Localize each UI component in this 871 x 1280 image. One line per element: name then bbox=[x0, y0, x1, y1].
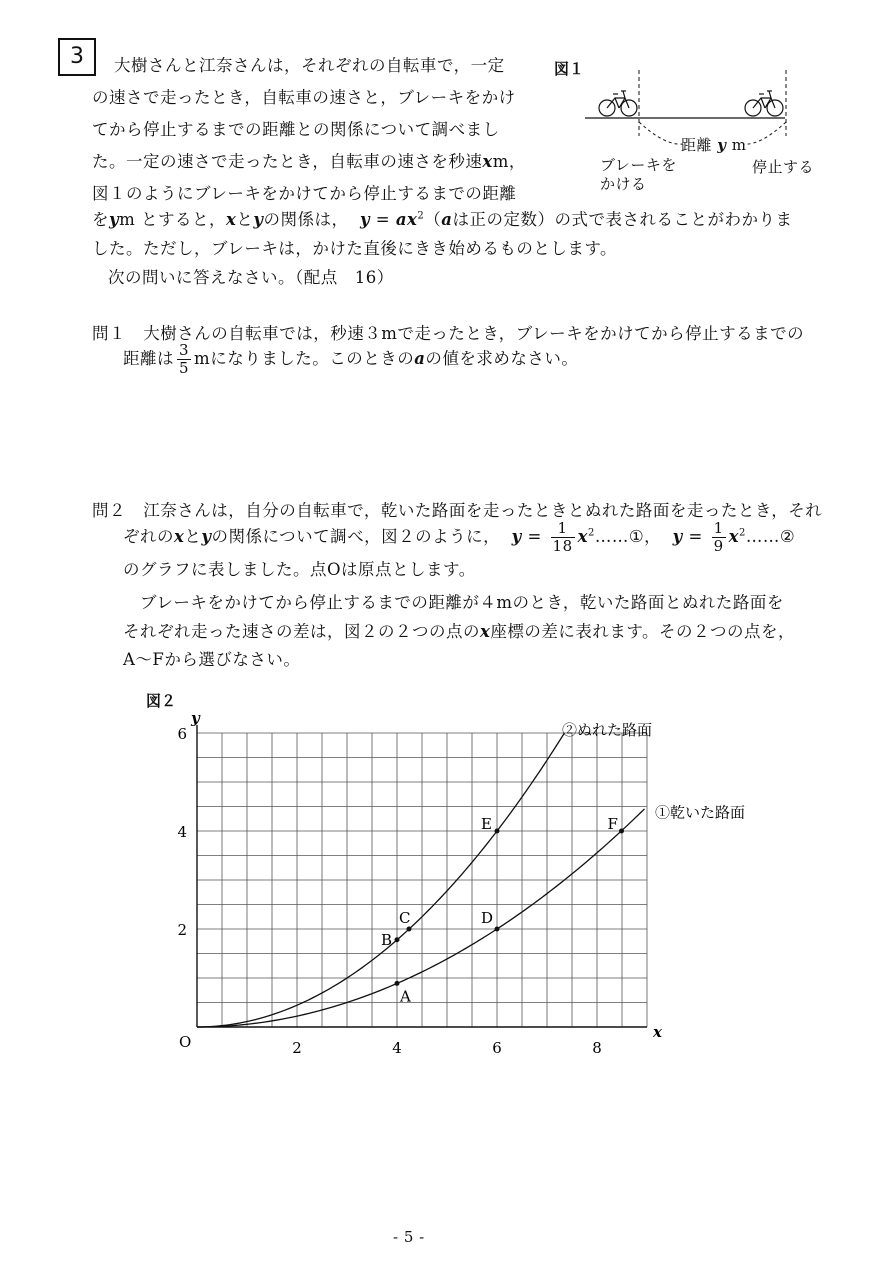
q2-line-5 bbox=[123, 618, 795, 642]
t: の関係は， bbox=[263, 210, 349, 229]
var-a: a bbox=[414, 349, 426, 368]
var-y: y bbox=[109, 210, 120, 229]
q2-line-2 bbox=[123, 520, 795, 555]
curve-dry-label: ①乾いた路面 bbox=[655, 803, 746, 822]
t: の値を求めなさい。 bbox=[425, 349, 579, 368]
eq2-y: y bbox=[672, 527, 683, 546]
formula-exponent: 2 bbox=[417, 210, 425, 222]
var-x: x bbox=[480, 622, 491, 641]
t: は正の定数）の式で表されることがわかりま bbox=[452, 210, 793, 229]
eq1-y: y bbox=[511, 527, 522, 546]
q2-line-4: ブレーキをかけてから停止するまでの距離が４mのとき，乾いた路面とぬれた路面を bbox=[140, 593, 784, 612]
point-E bbox=[495, 829, 500, 834]
formula-ax: ax bbox=[395, 210, 418, 229]
t: を bbox=[92, 210, 109, 229]
intro-line-4-text: た。一定の速さで走ったとき，自転車の速さを秒速 bbox=[92, 152, 483, 171]
x-tick-label: 8 bbox=[592, 1039, 602, 1057]
var-y: y bbox=[253, 210, 264, 229]
t: ぞれの bbox=[123, 527, 174, 546]
eq1-x: x bbox=[577, 527, 588, 546]
t: （ bbox=[424, 210, 442, 229]
y-tick-label: 6 bbox=[177, 725, 187, 743]
question-number: 3 bbox=[70, 44, 84, 69]
bicycle-icon bbox=[745, 91, 783, 116]
point-C bbox=[407, 927, 412, 932]
curve-wet-label: ②ぬれた路面 bbox=[562, 721, 653, 739]
chart-labels bbox=[177, 709, 745, 1057]
t: mになりました。このときの bbox=[194, 349, 415, 368]
q2-label: 問２ bbox=[92, 501, 126, 520]
figure2-title: 図２ bbox=[146, 692, 177, 710]
var-x: x bbox=[174, 527, 185, 546]
eq2-fraction bbox=[712, 520, 726, 555]
t: それぞれ走った速さの差は，図２の２つの点の bbox=[123, 622, 480, 641]
y-tick-label: 4 bbox=[177, 823, 187, 841]
t: m bbox=[731, 136, 747, 154]
frac-numerator: 3 bbox=[179, 341, 190, 359]
point-label-E: E bbox=[481, 815, 492, 833]
x-axis-label: x bbox=[653, 1023, 662, 1041]
chart-grid bbox=[197, 733, 647, 1027]
intro-line-3: てから停止するまでの距離との関係について調べまし bbox=[92, 120, 500, 139]
eq2-exponent: 2 bbox=[738, 527, 746, 539]
point-label-B: B bbox=[381, 930, 393, 949]
t: と bbox=[236, 210, 254, 229]
var-a: a bbox=[441, 210, 453, 229]
eq1-tail: ……①， bbox=[594, 527, 662, 546]
q2-line-3: のグラフに表しました。点Oは原点とします。 bbox=[123, 560, 476, 579]
x-tick-label: 2 bbox=[292, 1039, 302, 1057]
var-y: y bbox=[201, 527, 212, 546]
intro-line-7: した。ただし，ブレーキは，かけた直後にきき始めるものとします。 bbox=[92, 239, 618, 258]
t: m とすると， bbox=[119, 210, 226, 229]
eq1-fraction bbox=[551, 520, 575, 555]
formula-eq: = bbox=[370, 210, 396, 229]
page-number: - 5 - bbox=[393, 1228, 425, 1246]
intro-line-8: 次の問いに答えなさい。（配点 16） bbox=[108, 268, 394, 287]
figure1-brake-label-2: かける bbox=[600, 175, 647, 193]
q1-line-1 bbox=[92, 320, 804, 344]
q2-line-6: A～Fから選びなさい。 bbox=[123, 650, 301, 669]
point-label-F: F bbox=[607, 815, 618, 833]
frac-denominator: 9 bbox=[713, 537, 724, 555]
bicycle-icon bbox=[599, 91, 637, 116]
q1-label: 問１ bbox=[92, 324, 126, 343]
figure1-stop-label: 停止する bbox=[752, 158, 815, 176]
q1-text-1: 大樹さんの自転車では，秒速３mで走ったとき，ブレーキをかけてから停止するまでの bbox=[143, 324, 805, 343]
eq2-tail: ……② bbox=[745, 527, 796, 546]
intro-line-4 bbox=[92, 148, 526, 172]
eq1-equals: = bbox=[521, 527, 548, 546]
q2-line-1 bbox=[92, 497, 822, 521]
figure2-chart bbox=[160, 700, 780, 1060]
intro-line-4-end: m， bbox=[492, 152, 526, 171]
intro-line-5: 図１のようにブレーキをかけてから停止するまでの距離 bbox=[92, 184, 517, 203]
frac-denominator: 18 bbox=[552, 537, 573, 555]
point-D bbox=[495, 927, 500, 932]
formula-y: y bbox=[359, 210, 371, 229]
var-x: x bbox=[482, 152, 493, 171]
y-tick-label: 2 bbox=[177, 921, 187, 939]
q1-line-2 bbox=[123, 342, 578, 377]
var-y: y bbox=[717, 136, 727, 154]
figure1-title: 図１ bbox=[554, 60, 585, 78]
t: の関係について調べ，図２のように， bbox=[211, 527, 501, 546]
frac-denominator: 5 bbox=[179, 359, 190, 377]
point-F bbox=[619, 829, 624, 834]
t: と bbox=[184, 527, 202, 546]
figure1-brake-label-1: ブレーキを bbox=[600, 156, 677, 174]
intro-line-2: の速さで走ったとき，自転車の速さと，ブレーキをかけ bbox=[92, 88, 516, 107]
q2-text-1: 江奈さんは，自分の自転車で，乾いた路面を走ったときとぬれた路面を走ったとき，それ bbox=[143, 501, 823, 520]
q1-fraction bbox=[177, 342, 191, 377]
t: 座標の差に表れます。その２つの点を， bbox=[490, 622, 796, 641]
x-tick-label: 6 bbox=[492, 1039, 502, 1057]
eq1-exponent: 2 bbox=[587, 527, 595, 539]
intro-line-6 bbox=[92, 206, 792, 230]
eq2-x: x bbox=[728, 527, 739, 546]
origin-label: O bbox=[179, 1033, 192, 1051]
point-B bbox=[395, 937, 400, 942]
point-label-A: A bbox=[400, 987, 411, 1006]
x-tick-label: 4 bbox=[392, 1039, 402, 1057]
t: 距離 bbox=[681, 136, 713, 154]
eq2-equals: = bbox=[682, 527, 709, 546]
figure1-distance-label bbox=[681, 134, 747, 155]
point-label-D: D bbox=[481, 909, 494, 927]
frac-numerator: 1 bbox=[551, 520, 575, 538]
y-axis-label: y bbox=[191, 709, 200, 727]
question-number-box bbox=[58, 38, 96, 76]
var-x: x bbox=[226, 210, 237, 229]
t: 距離は bbox=[123, 349, 174, 368]
frac-numerator: 1 bbox=[713, 519, 724, 537]
chart-points bbox=[395, 829, 625, 986]
point-label-C: C bbox=[399, 909, 411, 927]
point-A bbox=[395, 981, 400, 986]
intro-line-1: 大樹さんと江奈さんは，それぞれの自転車で，一定 bbox=[114, 56, 505, 75]
